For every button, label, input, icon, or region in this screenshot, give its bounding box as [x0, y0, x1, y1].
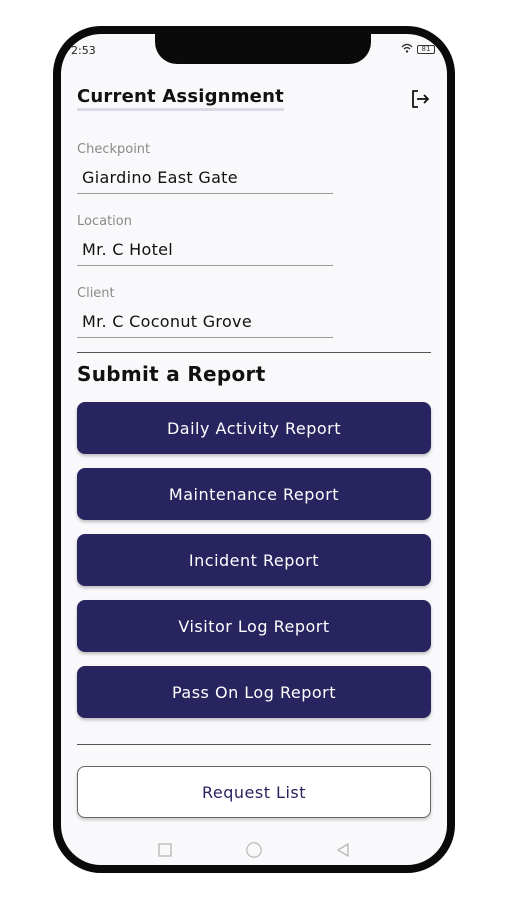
- system-nav-bar: [61, 832, 447, 865]
- daily-activity-report-button[interactable]: Daily Activity Report: [77, 402, 431, 454]
- status-time: 2:53: [71, 44, 96, 57]
- recents-square-icon[interactable]: [156, 841, 174, 859]
- request-list-button[interactable]: Request List: [77, 766, 431, 818]
- battery-icon: 81: [417, 45, 435, 54]
- submit-report-heading: Submit a Report: [77, 362, 266, 386]
- section-divider: [77, 352, 431, 353]
- checkpoint-field: Giardino East Gate: [77, 168, 333, 194]
- back-triangle-icon[interactable]: [334, 841, 352, 859]
- pass-on-log-report-button[interactable]: Pass On Log Report: [77, 666, 431, 718]
- wifi-icon: [401, 43, 413, 56]
- page-title: Current Assignment: [77, 86, 284, 111]
- location-label: Location: [77, 214, 132, 229]
- app-screen: [61, 34, 447, 865]
- client-label: Client: [77, 286, 115, 301]
- camera-notch: [155, 34, 371, 64]
- bottom-divider: [77, 744, 431, 745]
- logout-icon[interactable]: [409, 88, 431, 110]
- maintenance-report-button[interactable]: Maintenance Report: [77, 468, 431, 520]
- client-field: Mr. C Coconut Grove: [77, 312, 333, 338]
- checkpoint-label: Checkpoint: [77, 142, 151, 157]
- phone-frame: [53, 26, 455, 873]
- status-icons: [401, 43, 435, 56]
- visitor-log-report-button[interactable]: Visitor Log Report: [77, 600, 431, 652]
- location-field: Mr. C Hotel: [77, 240, 333, 266]
- home-circle-icon[interactable]: [245, 841, 263, 859]
- incident-report-button[interactable]: Incident Report: [77, 534, 431, 586]
